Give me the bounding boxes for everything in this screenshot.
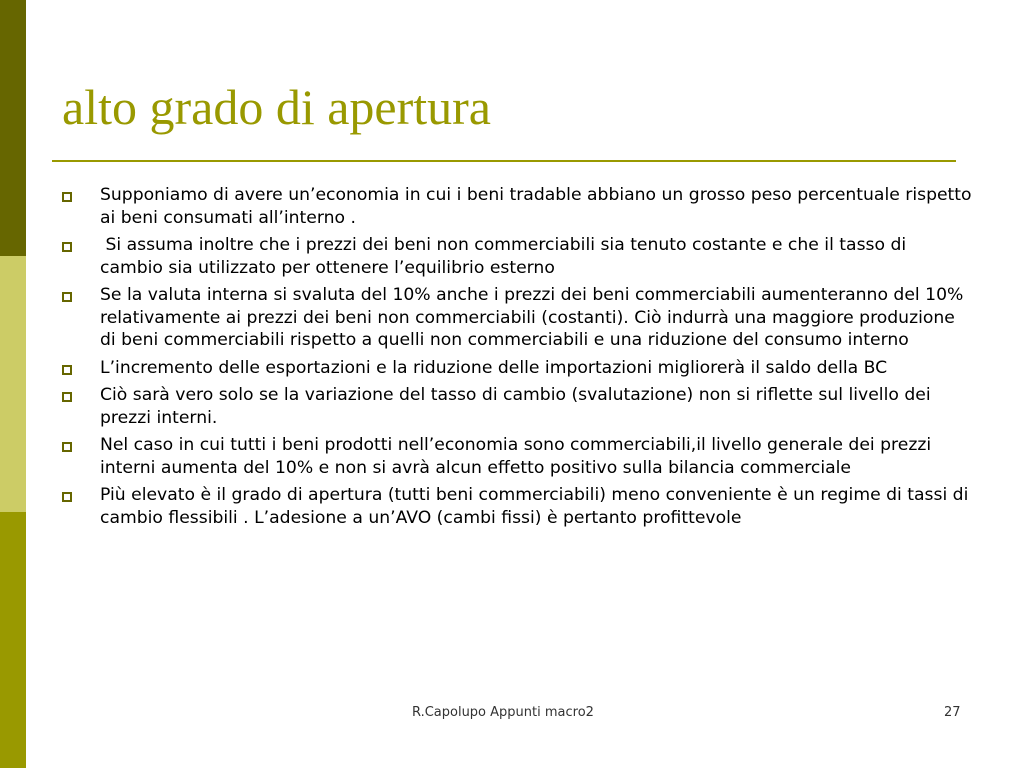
hollow-square-bullet-icon: [62, 242, 72, 252]
left-accent-bar-light: [0, 256, 26, 512]
bullet-list: [62, 184, 978, 534]
bullet-item: [62, 357, 972, 380]
title-underline: [52, 160, 956, 162]
hollow-square-bullet-icon: [62, 442, 72, 452]
bullet-item: [62, 284, 972, 352]
bullet-text: L’incremento delle esportazioni e la riduzione delle importazioni migliorerà il saldo della BC: [100, 357, 888, 378]
bullet-text: Nel caso in cui tutti i beni prodotti nell’economia sono commerciabili,il livello generale dei prezzi interni aumenta del 10% e non si avrà alcun effetto positivo sulla bilancia commerciale: [100, 435, 937, 478]
left-accent-bar-olive: [0, 512, 26, 768]
footer-author: R.Capolupo Appunti macro2: [412, 705, 594, 720]
hollow-square-bullet-icon: [62, 392, 72, 402]
bullet-text: Più elevato è il grado di apertura (tutti beni commerciabili) meno conveniente è un regime di tassi di cambio flessibili . L’adesione a un’AVO (cambi fissi) è pertanto profittevole: [100, 485, 974, 528]
slide-title: alto grado di apertura: [62, 79, 491, 135]
bullet-text: Supponiamo di avere un’economia in cui i beni tradable abbiano un grosso peso percentuale rispetto ai beni consumati all’interno .: [100, 185, 978, 228]
hollow-square-bullet-icon: [62, 365, 72, 375]
bullet-item: [62, 184, 978, 229]
bullet-item: [62, 434, 972, 479]
bullet-item: [62, 484, 972, 529]
bullet-item: [62, 234, 972, 279]
bullet-text: Se la valuta interna si svaluta del 10% anche i prezzi dei beni commerciabili aumenteranno del 10% relativamente ai prezzi dei beni non commerciabili (costanti). Ciò indurrà una maggiore produzione di beni commerciabili rispetto a quelli non commerciabili e una riduzione del consumo interno: [100, 285, 969, 350]
slide-number: 27: [944, 705, 961, 720]
hollow-square-bullet-icon: [62, 292, 72, 302]
bullet-text: Ciò sarà vero solo se la variazione del tasso di cambio (svalutazione) non si riflette sul livello dei prezzi interni.: [100, 385, 937, 428]
hollow-square-bullet-icon: [62, 192, 72, 202]
bullet-text: Si assuma inoltre che i prezzi dei beni non commerciabili sia tenuto costante e che il tasso di cambio sia utilizzato per ottenere l’equilibrio esterno: [100, 235, 912, 278]
left-accent-bar-dark: [0, 0, 26, 256]
bullet-item: [62, 384, 972, 429]
hollow-square-bullet-icon: [62, 492, 72, 502]
